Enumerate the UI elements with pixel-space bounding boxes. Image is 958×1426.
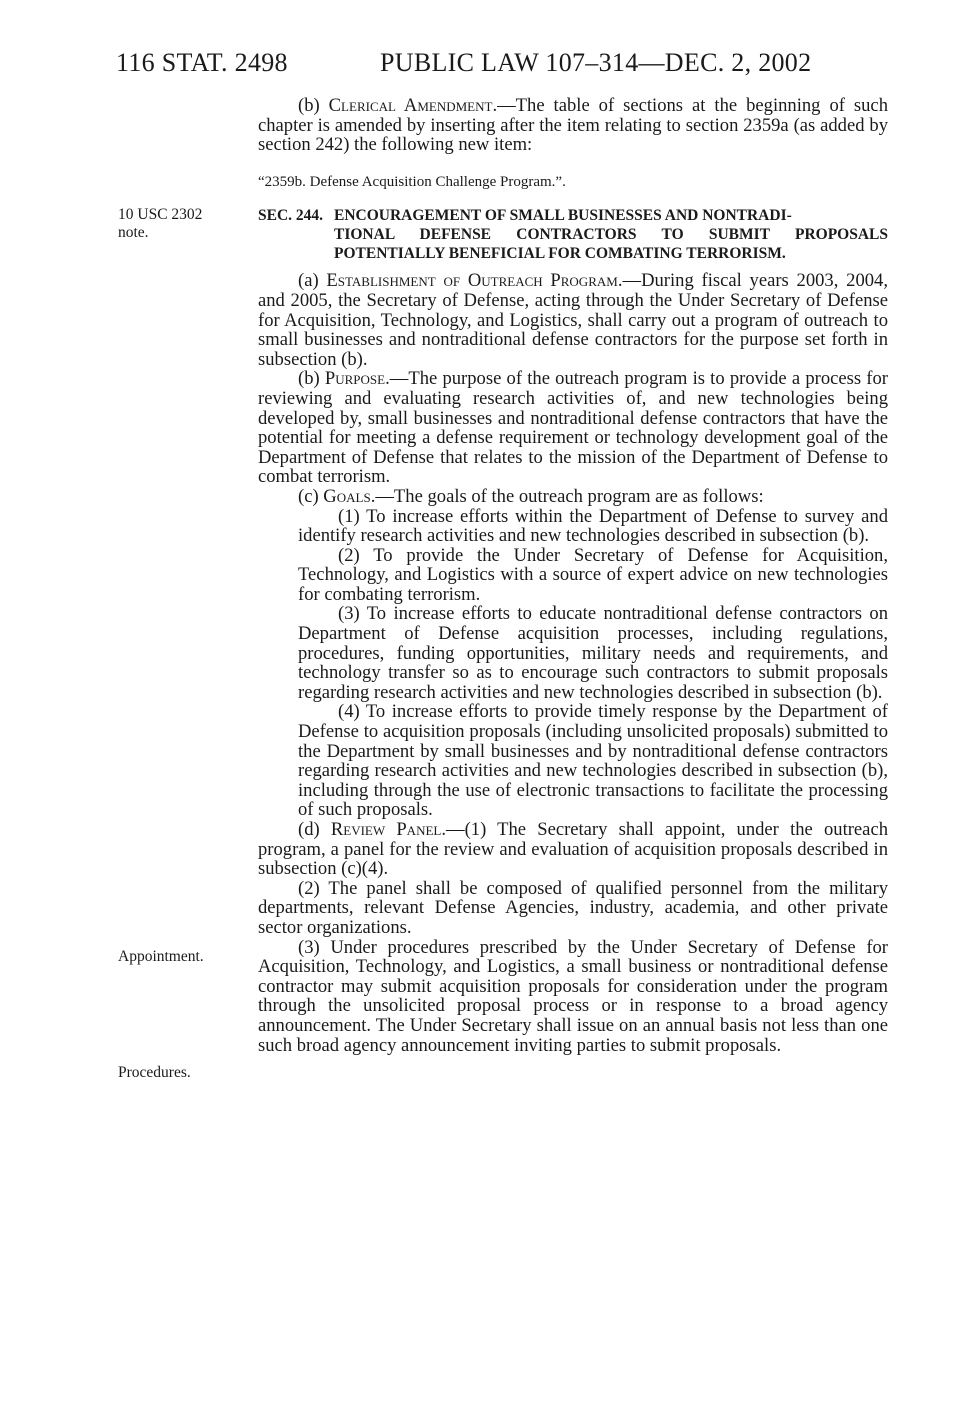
subsection-a-heading: Establishment of Outreach Program <box>326 270 618 292</box>
stat-citation: 116 STAT. 2498 <box>116 48 288 77</box>
clerical-amendment-paragraph: (b) Clerical Amendment.—The table of sections at the beginning of such chapter is amended by inserting after the item relating to section 2359a (as added by section 242) the following new item: <box>258 95 888 156</box>
public-law-citation: PUBLIC LAW 107–314—DEC. 2, 2002 <box>380 48 812 77</box>
margin-note-usc <box>118 206 202 242</box>
usc-citation: 10 USC 2302 <box>118 206 203 223</box>
subsection-d-paragraph-2: (2) The panel shall be composed of qualified personnel from the military departments, relevant Defense Agencies, industry, academia, and other private sector organizations. <box>258 877 888 938</box>
subsection-d: (d) Review Panel.—(1) The Secretary shall appoint, under the outreach program, a panel for the review and evaluation of acquisition proposals described in subsection (c)(4). <box>258 819 888 880</box>
margin-note-procedures: Procedures. <box>118 1064 191 1081</box>
goal-2: (2) To provide the Under Secretary of Defense for Acquisition, Technology, and Logistics with a source of expert advice on new technologies for combating terrorism. <box>298 544 888 605</box>
margin-note-appointment: Appointment. <box>118 948 204 965</box>
subsection-c-heading: Goals <box>323 485 371 507</box>
usc-note: note. <box>118 224 149 241</box>
section-heading <box>258 206 888 263</box>
section-title-continued: TIONAL DEFENSE CONTRACTORS TO SUBMIT PROPOSALS POTENTIALLY BENEFICIAL FOR COMBATING TERRORISM. <box>334 226 888 263</box>
subsection-d-paragraph-3: (3) Under procedures prescribed by the Under Secretary of Defense for Acquisition, Technology, and Logistics, a small business or nontraditional defense contractor may submit acquisition proposals for consideration under the program through the unsolicited proposal process or in response to a broad agency announcement. The Under Secretary shall issue on an annual basis not less than one such broad agency announcement inviting parties to submit proposals. <box>258 936 888 1056</box>
subsection-d-heading: Review Panel <box>330 819 442 840</box>
section-title-line1: ENCOURAGEMENT OF SMALL BUSINESSES AND NONTRADI- <box>334 207 792 225</box>
goal-1: (1) To increase efforts within the Department of Defense to survey and identify research activities and new technologies described in subsection (b). <box>298 505 888 547</box>
clerical-amendment-heading: Clerical Amendment <box>328 95 493 116</box>
subsection-c: (c) Goals.—The goals of the outreach program are as follows: <box>298 485 764 507</box>
document-body <box>258 96 888 1055</box>
subsection-b: (b) Purpose.—The purpose of the outreach program is to provide a process for reviewing and evaluating research activities of, and new technologies being developed by, small businesses and nontraditional defense contractors that have the potential for meeting a defense requirement or technology development goal of the Department of Defense that relates to the mission of the Department of Defense to combat terrorism. <box>258 368 888 488</box>
subsection-b-heading: Purpose <box>324 368 386 390</box>
goal-3: (3) To increase efforts to educate nontraditional defense contractors on Department of Defense acquisition processes, including regulations, procedures, funding opportunities, military needs and requirements, and technology transfer so as to encourage such contractors to submit proposals regarding research activities and new technologies described in subsection (b). <box>298 603 888 703</box>
goal-4: (4) To increase efforts to provide timely response by the Department of Defense to acquisition proposals (including unsolicited proposals) submitted to the Department by small businesses and by nontraditional defense contractors regarding research activities and new technologies described in subsection (b), including through the use of electronic transactions to facilitate the processing of such proposals. <box>298 701 888 821</box>
subsection-a: (a) Establishment of Outreach Program.—During fiscal years 2003, 2004, and 2005, the Secretary of Defense, acting through the Under Secretary of Defense for Acquisition, Technology, and Logistics, shall carry out a program of outreach to small businesses and nontraditional defense contractors for the purpose set forth in subsection (b). <box>258 270 888 370</box>
new-section-item: “2359b. Defense Acquisition Challenge Program.”. <box>258 173 566 190</box>
section-number: SEC. 244. <box>258 207 324 225</box>
